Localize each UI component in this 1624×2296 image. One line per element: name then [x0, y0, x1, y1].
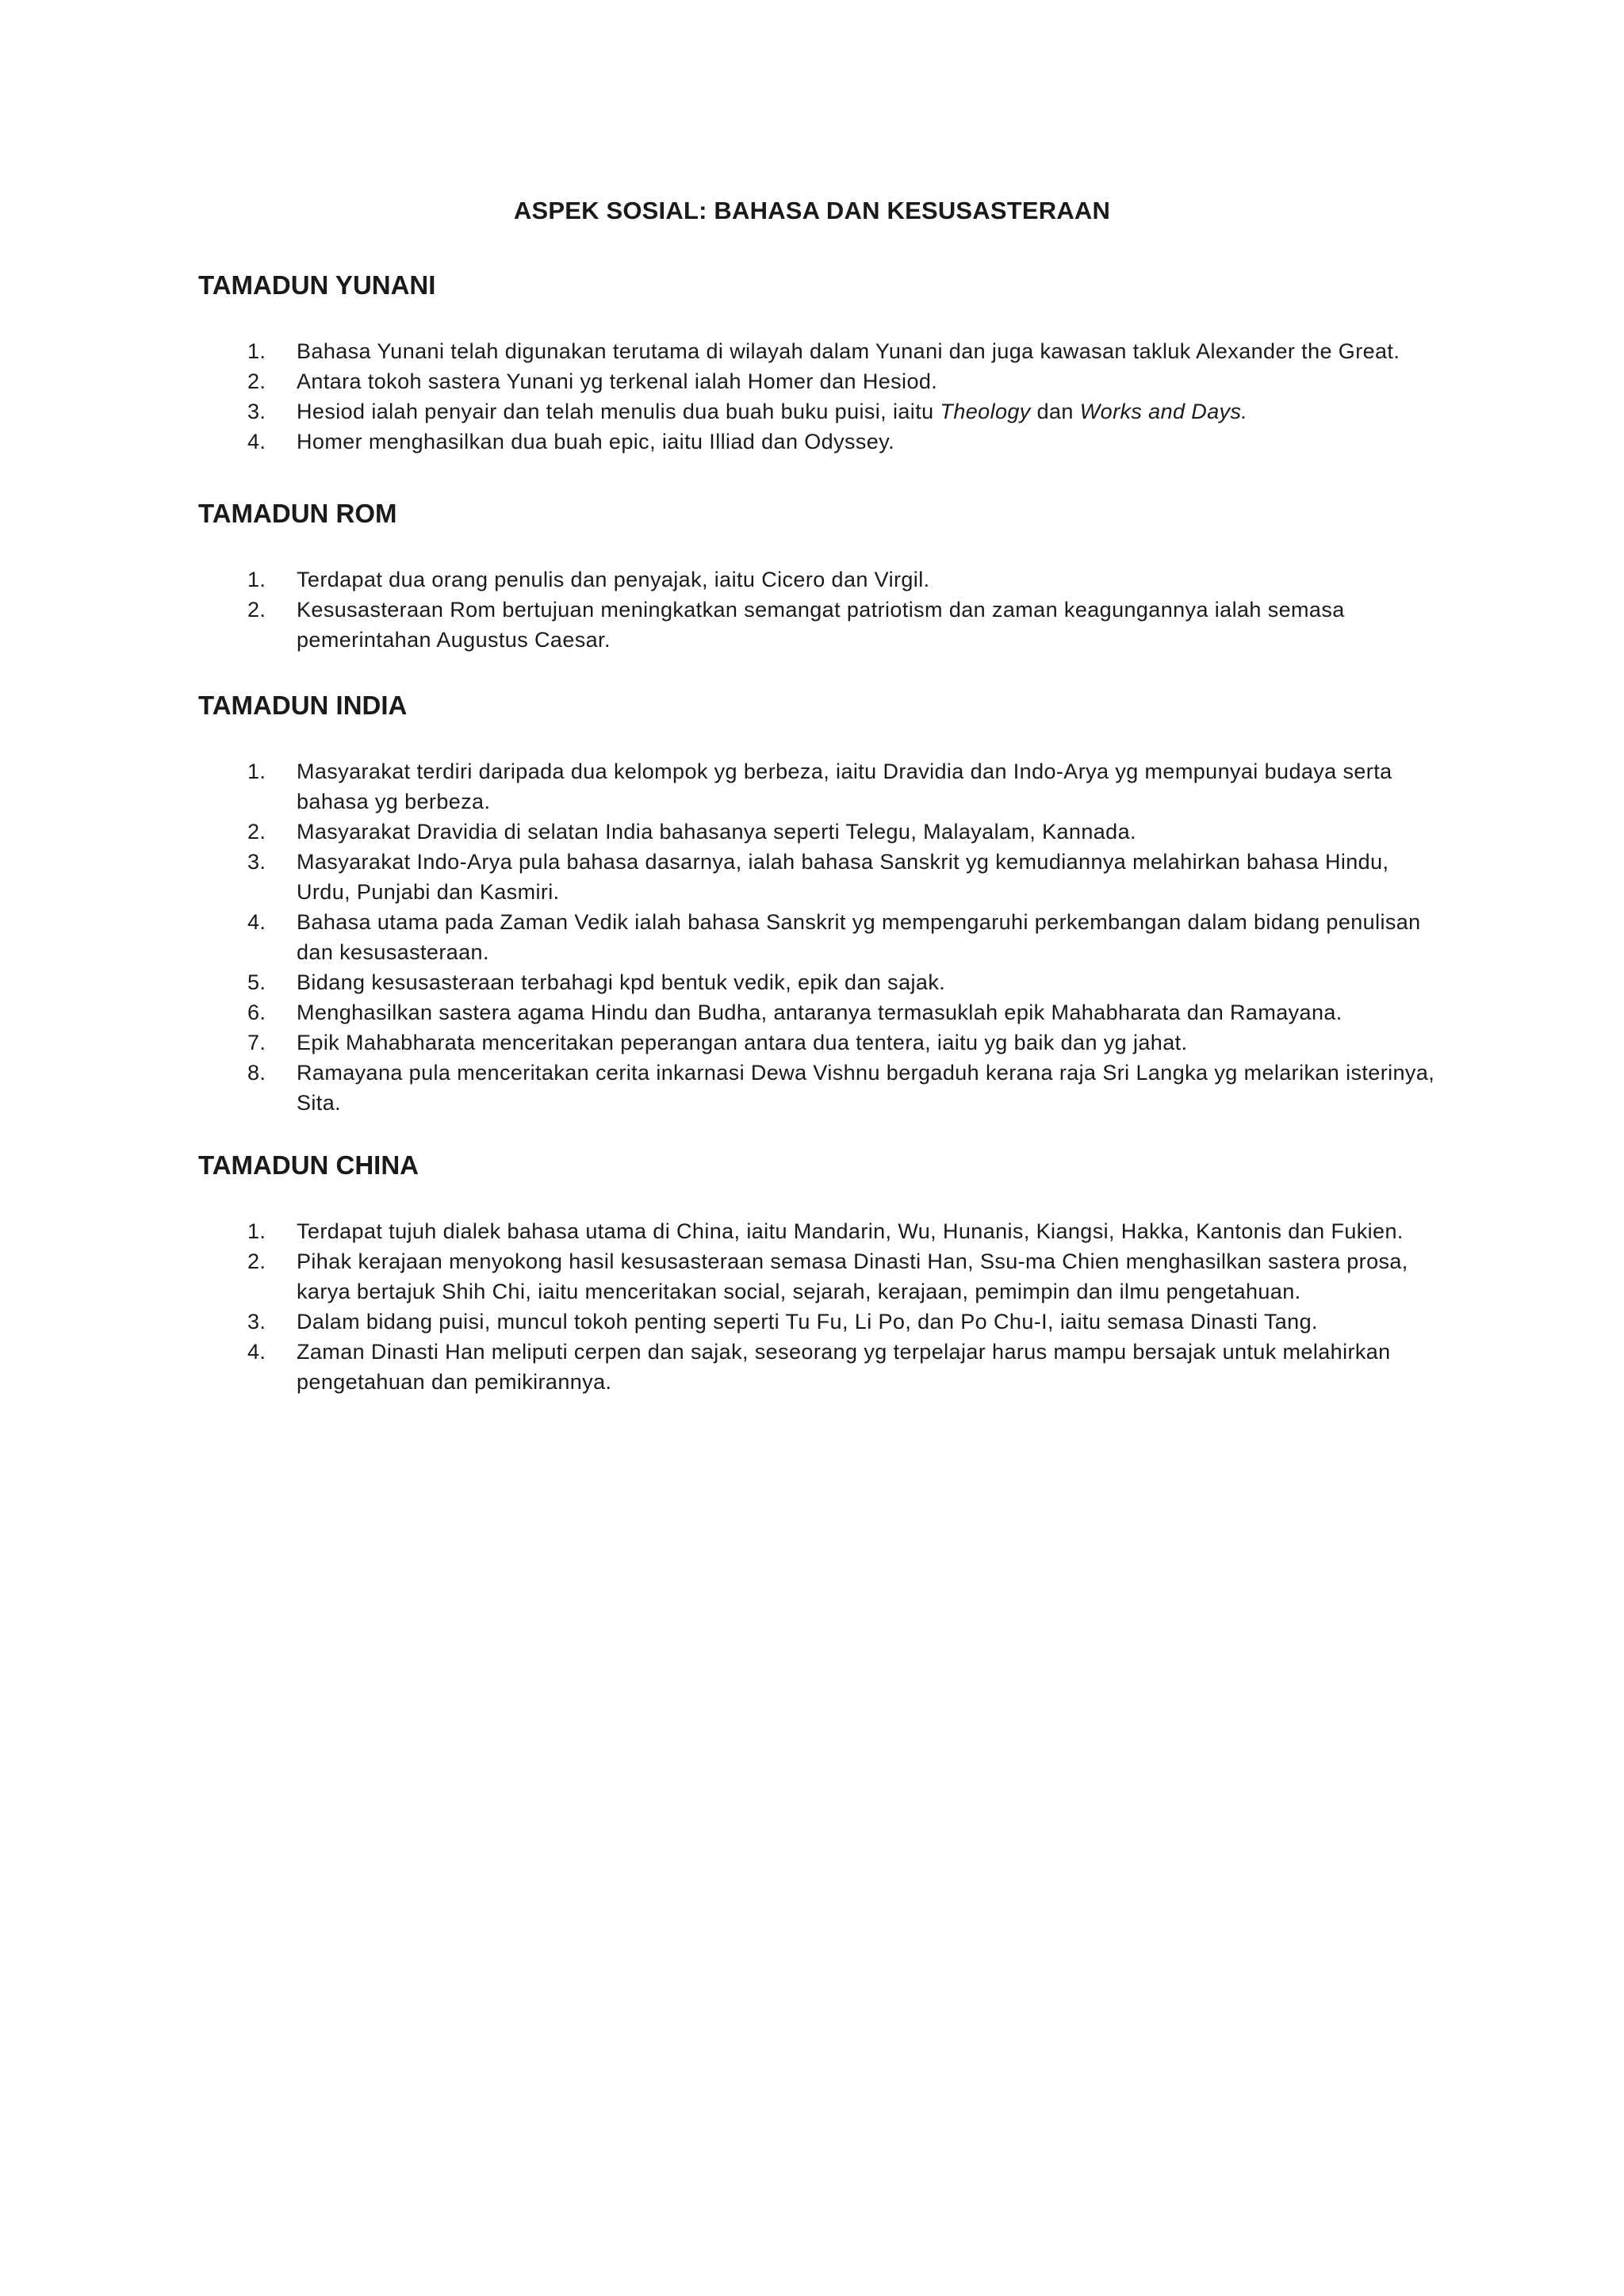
- list-item: [198, 967, 1443, 997]
- section-heading: TAMADUN INDIA: [198, 691, 408, 720]
- item-text: Pihak kerajaan menyokong hasil kesusasteraan semasa Dinasti Han, Ssu-ma Chien menghasilkan sastera prosa, karya bertajuk Shih Chi, iaitu menceritakan social, sejarah, kerajaan, pemimpin dan ilmu pengetahuan.: [297, 1249, 1408, 1303]
- item-number: 4.: [247, 430, 266, 453]
- item-number: 3.: [247, 1310, 266, 1334]
- section-heading: TAMADUN YUNANI: [198, 270, 436, 300]
- numbered-list: [198, 756, 1443, 1118]
- item-text: Bidang kesusasteraan terbahagi kpd bentuk vedik, epik dan sajak.: [297, 970, 946, 994]
- list-item: [198, 997, 1443, 1027]
- item-text-part: Hesiod ialah penyair dan telah menulis dua buah buku puisi, iaitu: [297, 400, 940, 423]
- list-item: [198, 907, 1443, 967]
- section-heading: TAMADUN ROM: [198, 499, 397, 528]
- book-title-italic: Theology: [940, 400, 1031, 423]
- item-number: 4.: [247, 910, 266, 934]
- item-text: Masyarakat terdiri daripada dua kelompok yg berbeza, iaitu Dravidia dan Indo-Arya yg mempunyai budaya serta bahasa yg berbeza.: [297, 760, 1392, 813]
- item-number: 2.: [247, 820, 266, 844]
- book-title-italic: Works and Days.: [1079, 400, 1248, 423]
- section-heading: TAMADUN CHINA: [198, 1150, 419, 1180]
- list-item: [198, 1216, 1443, 1246]
- item-number: 2.: [247, 1249, 266, 1273]
- item-text: Zaman Dinasti Han meliputi cerpen dan sajak, seseorang yg terpelajar harus mampu bersajak untuk melahirkan pengetahuan dan pemikirannya.: [297, 1340, 1391, 1394]
- list-item: [198, 1058, 1443, 1118]
- section-tamadun-rom: [198, 498, 1443, 655]
- section-tamadun-india: [198, 690, 1443, 1118]
- item-text: Menghasilkan sastera agama Hindu dan Budha, antaranya termasuklah epik Mahabharata dan Ramayana.: [297, 1001, 1342, 1024]
- item-number: 6.: [247, 1001, 266, 1024]
- list-item: [198, 1246, 1443, 1307]
- item-number: 2.: [247, 598, 266, 622]
- item-text: Dalam bidang puisi, muncul tokoh penting seperti Tu Fu, Li Po, dan Po Chu-I, iaitu semasa Dinasti Tang.: [297, 1310, 1318, 1334]
- numbered-list: [198, 1216, 1443, 1397]
- item-text: Bahasa utama pada Zaman Vedik ialah bahasa Sanskrit yg mempengaruhi perkembangan dalam bidang penulisan dan kesusasteraan.: [297, 910, 1421, 964]
- item-number: 1.: [247, 1219, 266, 1243]
- item-text: Terdapat tujuh dialek bahasa utama di China, iaitu Mandarin, Wu, Hunanis, Kiangsi, Hakka, Kantonis dan Fukien.: [297, 1219, 1404, 1243]
- item-text: Terdapat dua orang penulis dan penyajak, iaitu Cicero dan Virgil.: [297, 568, 930, 591]
- item-number: 4.: [247, 1340, 266, 1364]
- item-text: Bahasa Yunani telah digunakan terutama di wilayah dalam Yunani dan juga kawasan takluk Alexander the Great.: [297, 339, 1400, 363]
- numbered-list: [198, 564, 1443, 655]
- item-number: 5.: [247, 970, 266, 994]
- item-text: Homer menghasilkan dua buah epic, iaitu Illiad dan Odyssey.: [297, 430, 895, 453]
- list-item: [198, 595, 1443, 655]
- item-number: 1.: [247, 760, 266, 783]
- item-text: Kesusasteraan Rom bertujuan meningkatkan semangat patriotism dan zaman keagungannya ialah semasa pemerintahan Augustus Caesar.: [297, 598, 1345, 652]
- section-tamadun-yunani: [198, 270, 1443, 457]
- item-number: 8.: [247, 1061, 266, 1085]
- list-item: [198, 1307, 1443, 1337]
- item-number: 7.: [247, 1031, 266, 1054]
- numbered-list: [198, 336, 1443, 457]
- list-item: [198, 817, 1443, 847]
- page-title: ASPEK SOSIAL: BAHASA DAN KESUSASTERAAN: [513, 197, 1111, 224]
- item-text: [297, 400, 1247, 423]
- list-item: [198, 1337, 1443, 1397]
- list-item: [198, 564, 1443, 595]
- item-number: 2.: [247, 369, 266, 393]
- list-item: [198, 1027, 1443, 1058]
- item-text-part: dan: [1030, 400, 1080, 423]
- item-number: 3.: [247, 400, 266, 423]
- list-item: [198, 336, 1443, 366]
- list-item: [198, 756, 1443, 817]
- item-number: 3.: [247, 850, 266, 874]
- item-text: Ramayana pula menceritakan cerita inkarnasi Dewa Vishnu bergaduh kerana raja Sri Langka yg melarikan isterinya, Sita.: [297, 1061, 1435, 1115]
- item-number: 1.: [247, 339, 266, 363]
- item-text: Masyarakat Indo-Arya pula bahasa dasarnya, ialah bahasa Sanskrit yg kemudiannya melahirkan bahasa Hindu, Urdu, Punjabi dan Kasmiri.: [297, 850, 1389, 904]
- item-text: Antara tokoh sastera Yunani yg terkenal ialah Homer dan Hesiod.: [297, 369, 938, 393]
- item-text: Epik Mahabharata menceritakan peperangan antara dua tentera, iaitu yg baik dan yg jahat.: [297, 1031, 1188, 1054]
- list-item: [198, 396, 1443, 427]
- list-item: [198, 427, 1443, 457]
- item-text: Masyarakat Dravidia di selatan India bahasanya seperti Telegu, Malayalam, Kannada.: [297, 820, 1136, 844]
- list-item: [198, 366, 1443, 396]
- item-number: 1.: [247, 568, 266, 591]
- section-tamadun-china: [198, 1150, 1443, 1397]
- list-item: [198, 847, 1443, 907]
